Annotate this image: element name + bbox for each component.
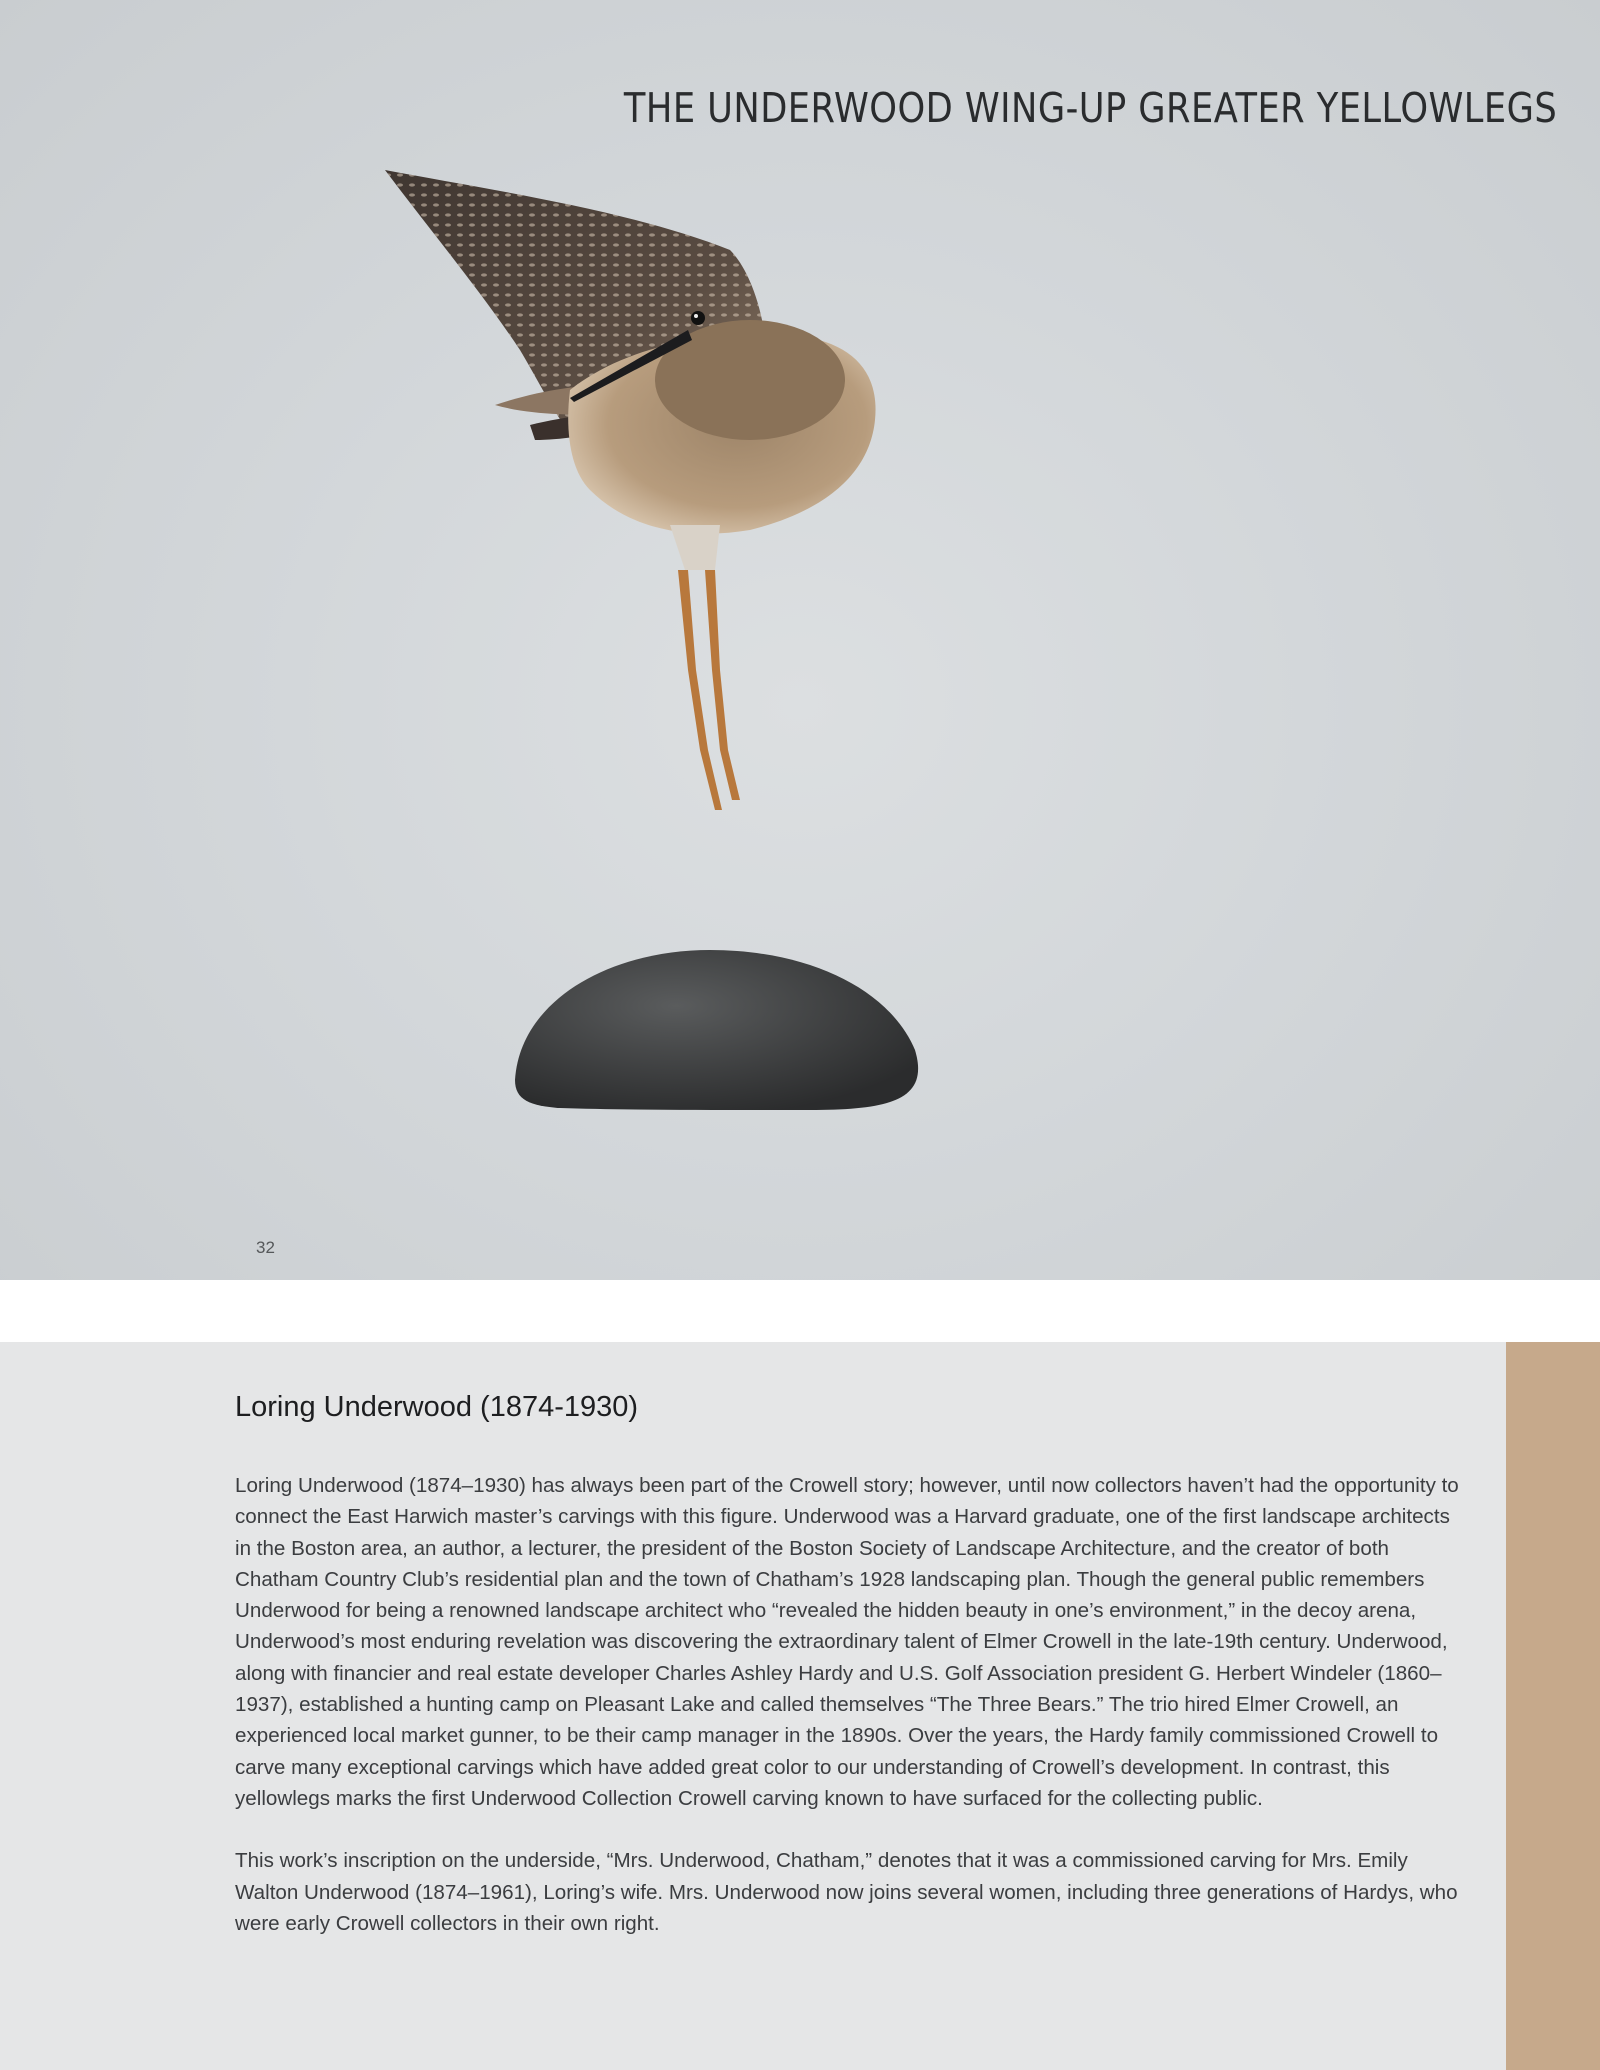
page-number: 32	[256, 1238, 275, 1257]
yellowlegs-decoy-image	[370, 150, 1090, 1210]
article-heading: Loring Underwood (1874-1930)	[235, 1391, 639, 1423]
article-body	[235, 1470, 1465, 1970]
accent-strip	[1506, 1342, 1600, 2070]
divider-band	[0, 1280, 1600, 1342]
paragraph: Loring Underwood (1874–1930) has always been part of the Crowell story; however, until now collectors haven’t had the opportunity to connect the East Harwich master’s carvings with this figure. Underwood was a Harvard graduate, one of the first landscape architects in the Boston area, an author, a lecturer, the president of the Boston Society of Landscape Architecture, and the creator of both Chatham Country Club’s residential plan and the town of Chatham’s 1928 landscaping plan. Though the general public remembers Underwood for being a renowned landscape architect who “revealed the hidden beauty in one’s environment,” in the decoy arena, Underwood’s most enduring revelation was discovering the extraordinary talent of Elmer Crowell in the late-19th century. Underwood, along with financier and real estate developer Charles Ashley Hardy and U.S. Golf Association president G. Herbert Windeler (1860–1937), established a hunting camp on Pleasant Lake and called themselves “The Three Bears.” The trio hired Elmer Crowell, an experienced local market gunner, to be their camp manager in the 1890s. Over the years, the Hardy family commissioned Crowell to carve many exceptional carvings which have added great color to our understanding of Crowell’s development. In contrast, this yellowlegs marks the first Underwood Collection Crowell carving known to have surfaced for the collecting public.	[235, 1474, 1459, 1810]
page-title: THE UNDERWOOD WING-UP GREATER YELLOWLEGS	[623, 84, 1557, 132]
paragraph: This work’s inscription on the underside, “Mrs. Underwood, Chatham,” denotes that it was a commissioned carving for Mrs. Emily Walton Underwood (1874–1961), Loring’s wife. Mrs. Underwood now joins several women, including three generations of Hardys, who were early Crowell collectors in their own right.	[235, 1849, 1458, 1935]
